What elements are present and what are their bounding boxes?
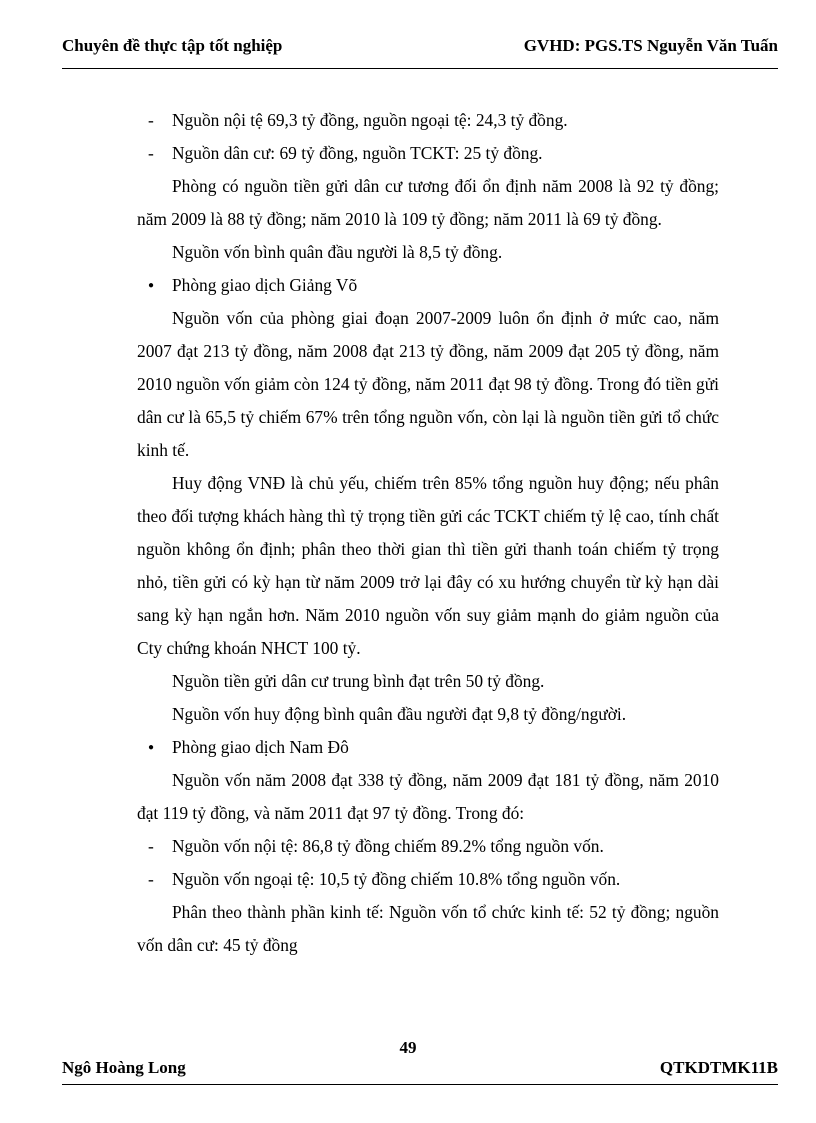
dash-item: - Nguồn nội tệ 69,3 tỷ đồng, nguồn ngoại tệ: 24,3 tỷ đồng. (137, 104, 719, 137)
footer-divider (62, 1084, 778, 1085)
paragraph: Nguồn vốn của phòng giai đoạn 2007-2009 luôn ổn định ở mức cao, năm 2007 đạt 213 tỷ đồng, năm 2008 đạt 213 tỷ đồng, năm 2009 đạt 205 tỷ đồng, năm 2010 nguồn vốn giảm còn 124 tỷ đồng, năm 2011 đạt 98 tỷ đồng. Trong đó tiền gửi dân cư là 65,5 tỷ chiếm 67% trên tổng nguồn vốn, còn lại là nguồn tiền gửi tổ chức kinh tế. (137, 308, 719, 460)
header-title: Chuyên đề thực tập tốt nghiệp (62, 36, 283, 55)
paragraph: Phân theo thành phần kinh tế: Nguồn vốn tổ chức kinh tế: 52 tỷ đồng; nguồn vốn dân cư: 45 tỷ đồng (137, 902, 719, 955)
bullet-heading-giang-vo: ● Phòng giao dịch Giảng Võ (137, 269, 719, 302)
dash-item: - Nguồn vốn nội tệ: 86,8 tỷ đồng chiếm 89.2% tổng nguồn vốn. (137, 830, 719, 863)
dash-item: - Nguồn dân cư: 69 tỷ đồng, nguồn TCKT: 25 tỷ đồng. (137, 137, 719, 170)
page-number: 49 (399, 1038, 417, 1057)
paragraph: Nguồn vốn bình quân đầu người là 8,5 tỷ đồng. (172, 242, 503, 262)
paragraph: Nguồn vốn huy động bình quân đầu người đạt 9,8 tỷ đồng/người. (172, 704, 627, 724)
footer-class-code: QTKDTMK11B (659, 1058, 778, 1077)
bullet-heading-nam-do: ● Phòng giao dịch Nam Đô (137, 731, 719, 764)
paragraph: Nguồn tiền gửi dân cư trung bình đạt trên 50 tỷ đồng. (172, 671, 545, 691)
header-divider (62, 68, 778, 69)
dash-item: - Nguồn vốn ngoại tệ: 10,5 tỷ đồng chiếm 10.8% tổng nguồn vốn. (137, 863, 719, 896)
document-body (137, 104, 719, 962)
paragraph: Nguồn vốn năm 2008 đạt 338 tỷ đồng, năm 2009 đạt 181 tỷ đồng, năm 2010 đạt 119 tỷ đồng, và năm 2011 đạt 97 tỷ đồng. Trong đó: (137, 770, 719, 823)
header-advisor: GVHD: PGS.TS Nguyễn Văn Tuấn (523, 36, 778, 55)
paragraph: Huy động VNĐ là chủ yếu, chiếm trên 85% tổng nguồn huy động; nếu phân theo đối tượng khách hàng thì tỷ trọng tiền gửi các TCKT chiếm tỷ lệ cao, tính chất nguồn không ổn định; phân theo thời gian thì tiền gửi thanh toán chiếm tỷ trọng nhỏ, tiền gửi có kỳ hạn từ năm 2009 trở lại đây có xu hướng chuyển từ kỳ hạn dài sang kỳ hạn ngắn hơn. Năm 2010 nguồn vốn suy giảm mạnh do giảm nguồn của Cty chứng khoán NHCT 100 tỷ. (137, 473, 719, 658)
footer-author: Ngô Hoàng Long (62, 1058, 186, 1077)
paragraph: Phòng có nguồn tiền gửi dân cư tương đối ổn định năm 2008 là 92 tỷ đồng; năm 2009 là 88 tỷ đồng; năm 2010 là 109 tỷ đồng; năm 2011 là 69 tỷ đồng. (137, 176, 719, 229)
page-footer (62, 1058, 778, 1078)
page-header (62, 36, 778, 56)
